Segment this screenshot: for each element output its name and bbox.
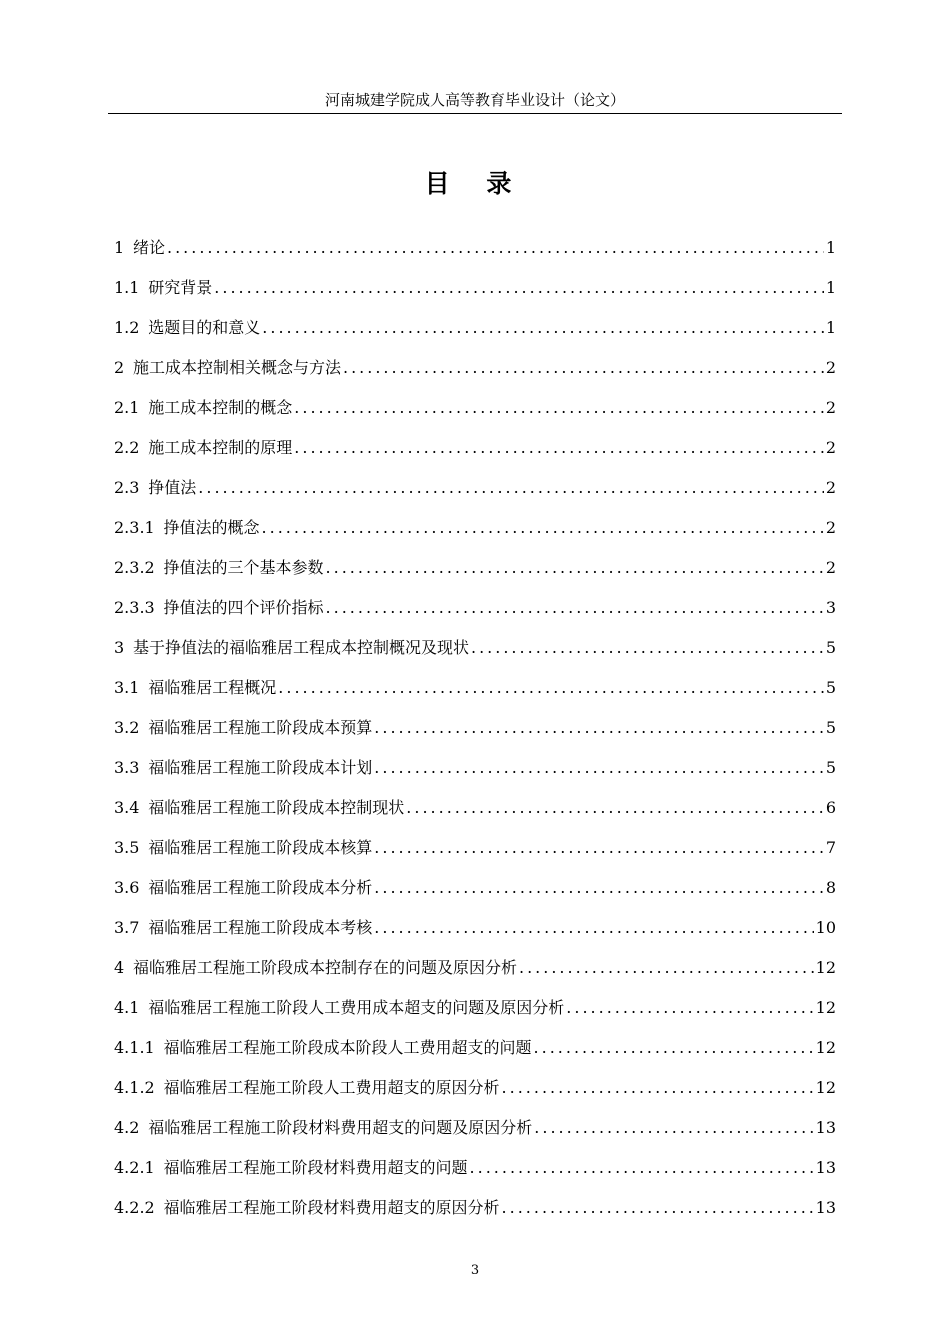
toc-entry-title: 挣值法的概念 [163, 518, 260, 537]
toc-dot-leader [326, 557, 824, 579]
toc-entry-page: 13 [815, 1158, 836, 1177]
toc-entry[interactable] [114, 508, 836, 548]
toc-entry-number: 3.1 [114, 678, 140, 697]
toc-entry[interactable] [114, 948, 836, 988]
toc-entry[interactable] [114, 1188, 836, 1228]
toc-entry-page: 12 [815, 1078, 836, 1097]
toc-entry[interactable] [114, 828, 836, 868]
toc-entry-page: 1 [825, 278, 836, 297]
toc-entry-number: 2.3.1 [114, 518, 155, 537]
toc-dot-leader [502, 1197, 814, 1219]
toc-dot-leader [374, 757, 824, 779]
toc-entry-number: 3.7 [114, 918, 140, 937]
toc-entry-page: 13 [815, 1198, 836, 1217]
toc-entry-number: 1.2 [114, 318, 140, 337]
toc-entry-page: 13 [815, 1118, 836, 1137]
toc-entry[interactable] [114, 468, 836, 508]
toc-entry-page: 2 [825, 478, 836, 497]
toc-entry-page: 6 [825, 798, 836, 817]
toc-entry-page: 12 [815, 1038, 836, 1057]
toc-entry-page: 5 [825, 638, 836, 657]
toc-entry-title: 福临雅居工程施工阶段成本控制现状 [148, 798, 405, 817]
toc-entry-title: 福临雅居工程施工阶段人工费用成本超支的问题及原因分析 [148, 998, 565, 1017]
toc-entry-title: 福临雅居工程施工阶段材料费用超支的原因分析 [163, 1198, 500, 1217]
toc-entry[interactable] [114, 1068, 836, 1108]
toc-entry-number: 3 [114, 638, 125, 657]
toc-entry-title: 研究背景 [148, 278, 213, 297]
toc-entry[interactable] [114, 988, 836, 1028]
toc-entry-title: 福临雅居工程施工阶段材料费用超支的问题 [163, 1158, 468, 1177]
toc-entry-title: 绪论 [132, 238, 165, 257]
toc-entry-number: 2.3 [114, 478, 140, 497]
toc-entry-page: 2 [825, 558, 836, 577]
running-header: 河南城建学院成人高等教育毕业设计（论文） [324, 91, 625, 109]
toc-dot-leader [406, 797, 824, 819]
toc-entry-number: 4.1 [114, 998, 140, 1017]
toc-entry-number: 2.1 [114, 398, 140, 417]
toc-entry-number: 1.1 [114, 278, 140, 297]
toc-entry-number: 3.2 [114, 718, 140, 737]
toc-entry-number: 2.3.2 [114, 558, 155, 577]
toc-dot-leader [374, 837, 824, 859]
toc-entry[interactable] [114, 1028, 836, 1068]
toc-dot-leader [471, 637, 824, 659]
toc-entry[interactable] [114, 1108, 836, 1148]
toc-entry-title: 福临雅居工程施工阶段材料费用超支的问题及原因分析 [148, 1118, 533, 1137]
toc-dot-leader [374, 917, 813, 939]
toc-dot-leader [326, 597, 824, 619]
toc-entry-number: 2 [114, 358, 125, 377]
header-rule [108, 113, 842, 114]
toc-entry-number: 2.2 [114, 438, 140, 457]
toc-entry-number: 3.6 [114, 878, 140, 897]
toc-entry[interactable] [114, 868, 836, 908]
toc-entry[interactable] [114, 228, 836, 268]
toc-entry-page: 12 [815, 958, 836, 977]
toc-dot-leader [214, 277, 824, 299]
toc-entry-page: 2 [825, 358, 836, 377]
toc-dot-leader [262, 317, 824, 339]
toc-entry-page: 1 [825, 318, 836, 337]
toc-entry-page: 10 [815, 918, 836, 937]
toc-entry-title: 福临雅居工程施工阶段人工费用超支的原因分析 [163, 1078, 500, 1097]
toc-entry-title: 基于挣值法的福临雅居工程成本控制概况及现状 [132, 638, 469, 657]
toc-entry-number: 2.3.3 [114, 598, 155, 617]
toc-entry-title: 挣值法 [148, 478, 197, 497]
toc-entry-title: 福临雅居工程施工阶段成本阶段人工费用超支的问题 [163, 1038, 532, 1057]
toc-entry-title: 选题目的和意义 [148, 318, 261, 337]
toc-entry[interactable] [114, 388, 836, 428]
toc-entry-page: 8 [825, 878, 836, 897]
toc-dot-leader [343, 357, 824, 379]
toc-entry-title: 福临雅居工程施工阶段成本控制存在的问题及原因分析 [132, 958, 517, 977]
toc-entry[interactable] [114, 588, 836, 628]
toc-entry[interactable] [114, 668, 836, 708]
toc-entry[interactable] [114, 308, 836, 348]
toc-entry-page: 5 [825, 718, 836, 737]
toc-entry-title: 挣值法的四个评价指标 [163, 598, 324, 617]
toc-entry-number: 4.2.1 [114, 1158, 155, 1177]
toc-entry-page: 3 [825, 598, 836, 617]
toc-dot-leader [198, 477, 824, 499]
toc-entry[interactable] [114, 1148, 836, 1188]
toc-entry-title: 挣值法的三个基本参数 [163, 558, 324, 577]
toc-entry[interactable] [114, 348, 836, 388]
toc-entry-number: 4.1.2 [114, 1078, 155, 1097]
toc-dot-leader [534, 1117, 813, 1139]
toc-dot-leader [534, 1037, 814, 1059]
toc-entry-number: 4.2.2 [114, 1198, 155, 1217]
toc-entry-title: 福临雅居工程施工阶段成本预算 [148, 718, 373, 737]
toc-dot-leader [566, 997, 813, 1019]
toc-dot-leader [519, 957, 814, 979]
toc-entry-page: 2 [825, 398, 836, 417]
toc-dot-leader [294, 397, 824, 419]
toc-entry[interactable] [114, 708, 836, 748]
toc-entry-page: 1 [825, 238, 836, 257]
toc-entry[interactable] [114, 748, 836, 788]
toc-entry[interactable] [114, 908, 836, 948]
toc-entry[interactable] [114, 628, 836, 668]
toc-dot-leader [278, 677, 824, 699]
toc-entry-number: 3.3 [114, 758, 140, 777]
toc-entry-page: 2 [825, 438, 836, 457]
toc-entry-number: 4.2 [114, 1118, 140, 1137]
toc-entry-number: 1 [114, 238, 125, 257]
toc-entry-number: 3.5 [114, 838, 140, 857]
toc-entry-page: 7 [825, 838, 836, 857]
toc-entry[interactable] [114, 548, 836, 588]
page-title: 目 录 [424, 169, 526, 198]
page-number: 3 [470, 1263, 480, 1278]
toc-dot-leader [470, 1157, 814, 1179]
toc-entry-page: 5 [825, 678, 836, 697]
toc-entry-title: 施工成本控制相关概念与方法 [132, 358, 341, 377]
toc-entry-title: 施工成本控制的概念 [148, 398, 293, 417]
toc-entry-number: 4 [114, 958, 125, 977]
toc-entry-page: 12 [815, 998, 836, 1017]
toc-entry[interactable] [114, 268, 836, 308]
toc-entry[interactable] [114, 428, 836, 468]
toc-entry-title: 施工成本控制的原理 [148, 438, 293, 457]
toc-entry-number: 3.4 [114, 798, 140, 817]
toc-entry-title: 福临雅居工程概况 [148, 678, 277, 697]
toc-entry-title: 福临雅居工程施工阶段成本考核 [148, 918, 373, 937]
toc-dot-leader [294, 437, 824, 459]
toc-entry-number: 4.1.1 [114, 1038, 155, 1057]
toc-entry-title: 福临雅居工程施工阶段成本计划 [148, 758, 373, 777]
toc-dot-leader [374, 877, 824, 899]
toc-dot-leader [502, 1077, 814, 1099]
table-of-contents [114, 228, 836, 1228]
toc-entry-page: 5 [825, 758, 836, 777]
toc-entry-title: 福临雅居工程施工阶段成本核算 [148, 838, 373, 857]
toc-entry[interactable] [114, 788, 836, 828]
toc-dot-leader [262, 517, 824, 539]
toc-entry-page: 2 [825, 518, 836, 537]
toc-dot-leader [374, 717, 824, 739]
toc-dot-leader [167, 237, 824, 259]
toc-entry-title: 福临雅居工程施工阶段成本分析 [148, 878, 373, 897]
